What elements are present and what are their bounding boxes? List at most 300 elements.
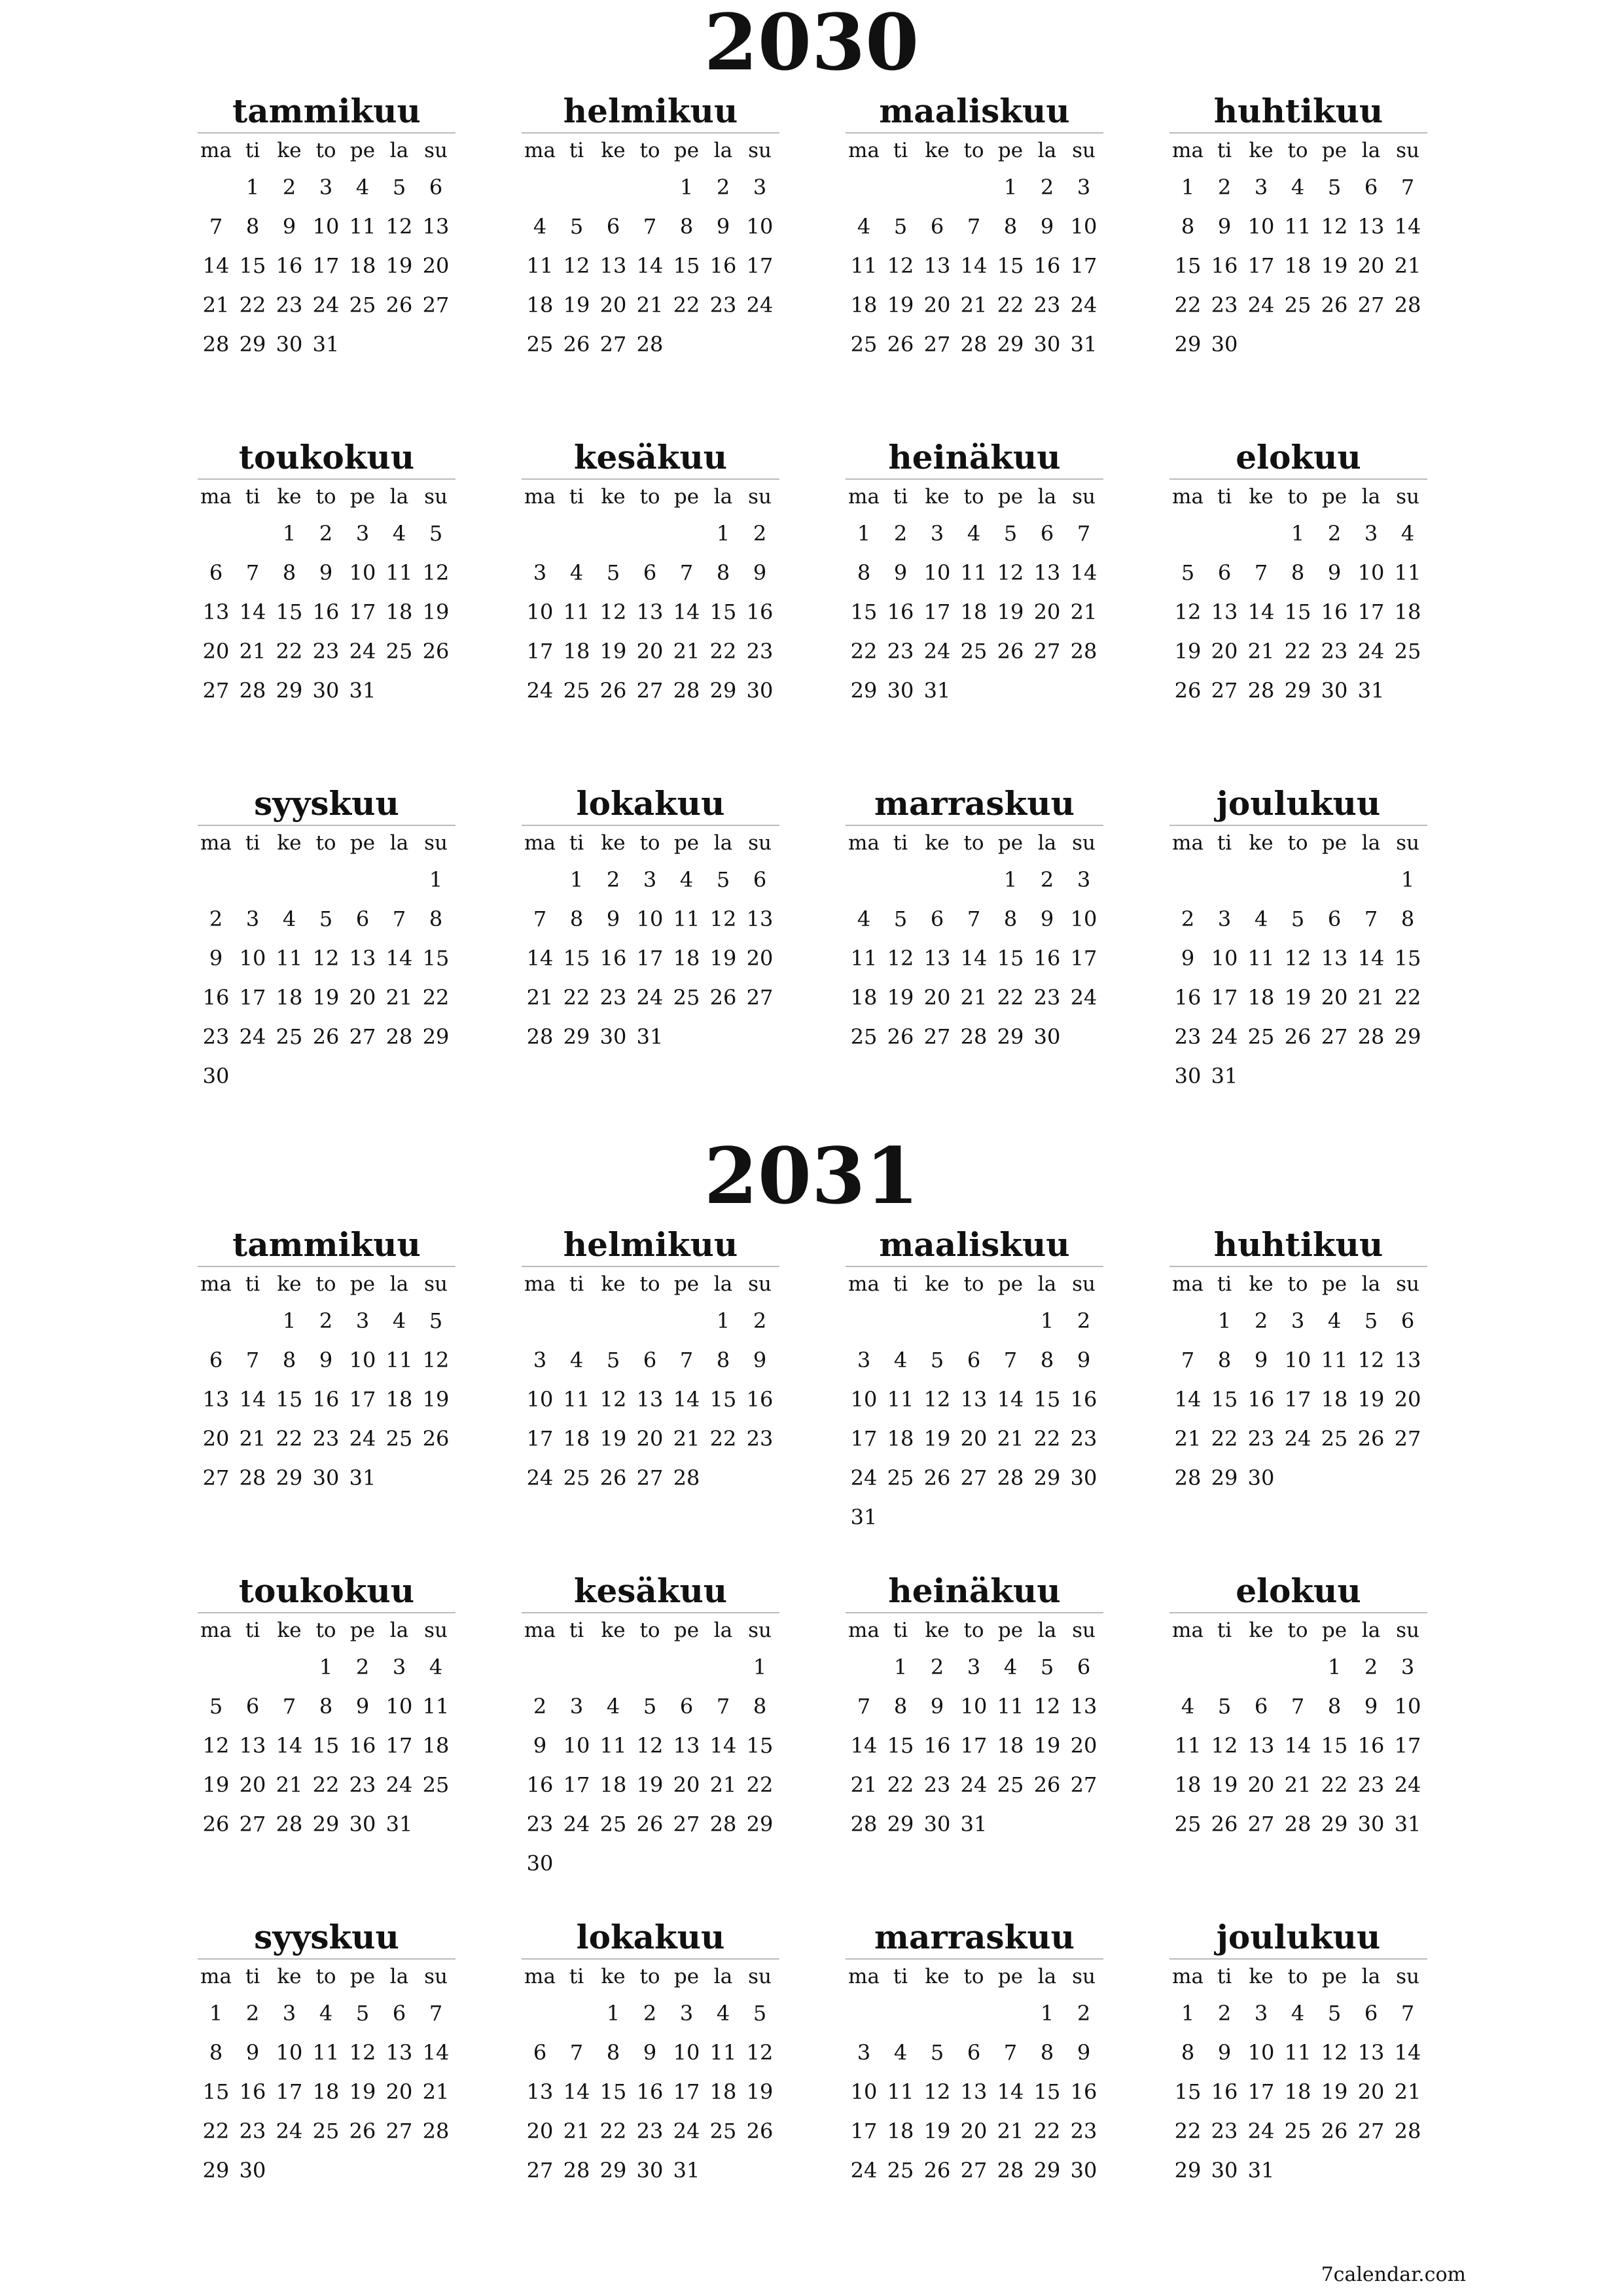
day-cell: 23: [349, 1772, 376, 1797]
day-cell: 5: [606, 560, 620, 585]
day-cell: 22: [673, 293, 700, 317]
weekday-header: [198, 1958, 455, 1994]
day-cell: 14: [1284, 1733, 1311, 1758]
day-cell: 24: [1070, 293, 1097, 317]
weekday-header: [1169, 825, 1427, 860]
day-cell: 29: [202, 2158, 230, 2183]
day-cell: 9: [1077, 2040, 1091, 2065]
day-cell: 9: [606, 906, 620, 931]
day-cell: 4: [716, 2001, 730, 2026]
day-cell: 8: [606, 2040, 620, 2065]
day-cell: 13: [526, 2079, 554, 2104]
day-cell: 22: [1211, 1426, 1238, 1451]
day-cell: 17: [1247, 253, 1275, 278]
day-cell: 6: [643, 1348, 657, 1372]
empty-day-cell: [1206, 1647, 1243, 1687]
day-cell: 13: [1321, 946, 1348, 971]
day-cell: 6: [1400, 1308, 1415, 1333]
day-cell: 16: [887, 600, 914, 624]
day-cell: 25: [312, 2119, 340, 2144]
day-cell: 8: [282, 1348, 296, 1372]
empty-day-cell: [846, 1301, 882, 1340]
day-cell: 21: [1357, 985, 1385, 1010]
month-calendar: [1169, 90, 1427, 364]
day-cell: 30: [312, 1465, 340, 1490]
weekday-label: pe: [1321, 1965, 1347, 1988]
day-cell: 12: [923, 2079, 951, 2104]
day-cell: 9: [1327, 560, 1342, 585]
day-cell: 25: [385, 639, 413, 664]
day-cell: 12: [1321, 2040, 1348, 2065]
day-cell: 27: [202, 1465, 230, 1490]
day-cell: 9: [1040, 214, 1054, 239]
day-cell: 15: [563, 946, 590, 971]
day-cell: 21: [960, 293, 988, 317]
day-cell: 23: [746, 639, 774, 664]
weekday-label: pe: [1321, 485, 1347, 509]
day-cell: 9: [893, 560, 908, 585]
day-cell: 3: [355, 1308, 370, 1333]
day-cell: 22: [997, 293, 1024, 317]
month-name: elokuu: [1236, 1571, 1361, 1610]
weekday-label: pe: [997, 1272, 1024, 1296]
weekday-label: su: [748, 831, 772, 855]
weekday-label: ti: [245, 485, 260, 509]
day-cell: 4: [355, 175, 370, 200]
day-cell: 5: [893, 906, 908, 931]
day-cell: 1: [1217, 1308, 1232, 1333]
day-cell: 12: [1033, 1694, 1061, 1719]
day-cell: 9: [1217, 2040, 1232, 2065]
day-cell: 13: [923, 253, 951, 278]
empty-day-cell: [1169, 1647, 1206, 1687]
day-cell: 11: [385, 1348, 413, 1372]
day-cell: 29: [276, 1465, 303, 1490]
day-cell: 7: [533, 906, 547, 931]
day-cell: 3: [857, 1348, 871, 1372]
empty-day-cell: [522, 514, 558, 553]
day-cell: 10: [1357, 560, 1385, 585]
day-cell: 29: [997, 1024, 1024, 1049]
month-calendar: [1169, 437, 1427, 710]
day-cell: 5: [392, 175, 406, 200]
weekday-label: ma: [1172, 1272, 1204, 1296]
day-cell: 14: [385, 946, 413, 971]
day-cell: 29: [312, 1812, 340, 1837]
day-cell: 11: [422, 1694, 450, 1719]
day-cell: 13: [923, 946, 951, 971]
day-cell: 14: [276, 1733, 303, 1758]
weekday-label: to: [1287, 1272, 1308, 1296]
month-name: syyskuu: [254, 1918, 399, 1956]
day-cell: 15: [1321, 1733, 1348, 1758]
day-cell: 21: [202, 293, 230, 317]
day-cell: 19: [1033, 1733, 1061, 1758]
day-cell: 20: [1247, 1772, 1275, 1797]
day-cell: 30: [312, 678, 340, 703]
day-cell: 29: [422, 1024, 450, 1049]
day-cell: 12: [887, 946, 914, 971]
day-cell: 3: [967, 1655, 981, 1679]
day-cell: 18: [385, 600, 413, 624]
day-cell: 4: [857, 906, 871, 931]
day-cell: 8: [716, 1348, 730, 1372]
day-cell: 2: [1327, 521, 1342, 546]
day-cell: 10: [1070, 214, 1097, 239]
day-cell: 15: [422, 946, 450, 971]
empty-day-cell: [595, 1647, 632, 1687]
day-cell: 3: [319, 175, 333, 200]
day-cell: 26: [422, 639, 450, 664]
empty-day-cell: [1353, 860, 1389, 899]
weekday-label: ti: [245, 1965, 260, 1988]
day-cell: 1: [1291, 521, 1305, 546]
day-cell: 15: [1174, 253, 1202, 278]
day-cell: 1: [716, 521, 730, 546]
day-cell: 24: [1357, 639, 1385, 664]
day-cell: 13: [202, 600, 230, 624]
day-cell: 6: [245, 1694, 260, 1719]
weekday-label: su: [748, 1619, 772, 1642]
day-cell: 28: [385, 1024, 413, 1049]
empty-day-cell: [522, 860, 558, 899]
weekday-label: ma: [848, 831, 880, 855]
day-cell: 21: [1394, 2079, 1421, 2104]
weekday-label: la: [713, 139, 733, 162]
day-cell: 25: [1174, 1812, 1202, 1837]
day-cell: 1: [753, 1655, 767, 1679]
day-cell: 30: [636, 2158, 664, 2183]
day-cell: 15: [997, 946, 1024, 971]
day-cell: 1: [857, 521, 871, 546]
day-cell: 26: [1321, 293, 1348, 317]
day-cell: 9: [753, 1348, 767, 1372]
day-cell: 28: [1284, 1812, 1311, 1837]
month-calendar: [846, 437, 1103, 710]
day-cell: 12: [422, 560, 450, 585]
empty-day-cell: [955, 1301, 992, 1340]
day-cell: 9: [1217, 214, 1232, 239]
day-cell: 12: [1174, 600, 1202, 624]
day-cell: 19: [636, 1772, 664, 1797]
empty-day-cell: [632, 1647, 668, 1687]
day-cell: 6: [967, 2040, 981, 2065]
day-cell: 23: [923, 1772, 951, 1797]
weekday-label: ke: [925, 1272, 950, 1296]
day-cell: 26: [997, 639, 1024, 664]
day-cell: 16: [1033, 253, 1061, 278]
day-cell: 20: [202, 639, 230, 664]
day-cell: 16: [202, 985, 230, 1010]
day-cell: 8: [1040, 2040, 1054, 2065]
day-cell: 13: [1357, 2040, 1385, 2065]
day-cell: 26: [1211, 1812, 1238, 1837]
day-cell: 7: [1254, 560, 1268, 585]
day-cell: 4: [533, 214, 547, 239]
year-title-2031: 2031: [704, 1130, 919, 1221]
day-cell: 5: [930, 1348, 944, 1372]
day-cell: 2: [319, 1308, 333, 1333]
month-calendar: [198, 90, 455, 364]
days-grid: [522, 1994, 779, 2190]
weekday-label: su: [424, 831, 448, 855]
weekday-header: [1169, 1266, 1427, 1301]
day-cell: 5: [429, 1308, 443, 1333]
day-cell: 8: [893, 1694, 908, 1719]
weekday-label: to: [1287, 485, 1308, 509]
day-cell: 16: [636, 2079, 664, 2104]
day-cell: 25: [599, 1812, 627, 1837]
day-cell: 2: [319, 521, 333, 546]
day-cell: 12: [746, 2040, 774, 2065]
day-cell: 16: [1321, 600, 1348, 624]
day-cell: 27: [923, 332, 951, 357]
day-cell: 10: [349, 560, 376, 585]
day-cell: 2: [1040, 175, 1054, 200]
day-cell: 9: [643, 2040, 657, 2065]
day-cell: 1: [1181, 2001, 1195, 2026]
day-cell: 29: [997, 332, 1024, 357]
day-cell: 28: [526, 1024, 554, 1049]
day-cell: 20: [1394, 1387, 1421, 1412]
day-cell: 18: [1284, 2079, 1311, 2104]
day-cell: 10: [1394, 1694, 1421, 1719]
weekday-label: pe: [997, 139, 1024, 162]
day-cell: 9: [245, 2040, 260, 2065]
day-cell: 11: [1394, 560, 1421, 585]
day-cell: 25: [422, 1772, 450, 1797]
day-cell: 28: [709, 1812, 737, 1837]
month-name: elokuu: [1236, 438, 1361, 476]
weekday-label: ti: [893, 831, 908, 855]
weekday-label: ke: [1249, 485, 1274, 509]
day-cell: 19: [1321, 253, 1348, 278]
day-cell: 6: [1364, 175, 1378, 200]
day-cell: 27: [746, 985, 774, 1010]
day-cell: 15: [887, 1733, 914, 1758]
day-cell: 27: [636, 678, 664, 703]
weekday-label: su: [1396, 831, 1419, 855]
month-name: marraskuu: [874, 784, 1075, 823]
day-cell: 23: [709, 293, 737, 317]
day-cell: 19: [1211, 1772, 1238, 1797]
day-cell: 20: [599, 293, 627, 317]
days-grid: [198, 1994, 455, 2190]
day-cell: 17: [636, 946, 664, 971]
day-cell: 27: [385, 2119, 413, 2144]
day-cell: 4: [606, 1694, 620, 1719]
day-cell: 14: [1174, 1387, 1202, 1412]
day-cell: 8: [716, 560, 730, 585]
day-cell: 9: [930, 1694, 944, 1719]
day-cell: 11: [1247, 946, 1275, 971]
day-cell: 20: [960, 1426, 988, 1451]
empty-day-cell: [955, 1994, 992, 2033]
weekday-label: to: [1287, 831, 1308, 855]
day-cell: 23: [312, 639, 340, 664]
day-cell: 27: [1357, 2119, 1385, 2144]
day-cell: 10: [276, 2040, 303, 2065]
month-name: toukokuu: [238, 438, 415, 476]
day-cell: 14: [239, 600, 266, 624]
empty-day-cell: [558, 514, 595, 553]
weekday-label: to: [1287, 139, 1308, 162]
days-grid: [846, 1301, 1103, 1537]
day-cell: 2: [930, 1655, 944, 1679]
day-cell: 28: [673, 678, 700, 703]
empty-day-cell: [1169, 514, 1206, 553]
days-grid: [1169, 1301, 1427, 1498]
day-cell: 5: [569, 214, 584, 239]
day-cell: 5: [1003, 521, 1018, 546]
days-grid: [522, 514, 779, 710]
day-cell: 18: [276, 985, 303, 1010]
day-cell: 20: [349, 985, 376, 1010]
day-cell: 17: [1070, 946, 1097, 971]
day-cell: 22: [422, 985, 450, 1010]
month-name: lokakuu: [576, 784, 725, 823]
day-cell: 20: [673, 1772, 700, 1797]
day-cell: 3: [245, 906, 260, 931]
weekday-label: ke: [601, 1272, 626, 1296]
weekday-label: pe: [673, 1619, 700, 1642]
day-cell: 18: [673, 946, 700, 971]
month-calendar: [522, 1570, 779, 1883]
day-cell: 22: [202, 2119, 230, 2144]
day-cell: 14: [239, 1387, 266, 1412]
weekday-label: pe: [1321, 139, 1347, 162]
empty-day-cell: [198, 1647, 234, 1687]
day-cell: 2: [533, 1694, 547, 1719]
day-cell: 14: [636, 253, 664, 278]
day-cell: 24: [526, 1465, 554, 1490]
day-cell: 29: [709, 678, 737, 703]
day-cell: 12: [599, 1387, 627, 1412]
day-cell: 12: [923, 1387, 951, 1412]
weekday-label: ke: [277, 831, 302, 855]
day-cell: 28: [1070, 639, 1097, 664]
day-cell: 10: [850, 1387, 878, 1412]
day-cell: 2: [1217, 175, 1232, 200]
weekday-label: ke: [925, 139, 950, 162]
day-cell: 27: [636, 1465, 664, 1490]
weekday-label: su: [1072, 485, 1096, 509]
day-cell: 6: [209, 1348, 223, 1372]
weekday-label: ma: [200, 485, 232, 509]
day-cell: 31: [349, 678, 376, 703]
day-cell: 7: [392, 906, 406, 931]
day-cell: 1: [429, 867, 443, 892]
weekday-label: su: [424, 1619, 448, 1642]
day-cell: 14: [1394, 2040, 1421, 2065]
weekday-label: pe: [349, 831, 376, 855]
days-grid: [1169, 860, 1427, 1096]
month-calendar: [522, 1916, 779, 2190]
day-cell: 20: [746, 946, 774, 971]
day-cell: 21: [563, 2119, 590, 2144]
day-cell: 31: [349, 1465, 376, 1490]
day-cell: 2: [1181, 906, 1195, 931]
day-cell: 13: [349, 946, 376, 971]
day-cell: 23: [1070, 2119, 1097, 2144]
day-cell: 8: [1181, 214, 1195, 239]
empty-day-cell: [992, 1994, 1029, 2033]
day-cell: 10: [1211, 946, 1238, 971]
day-cell: 4: [893, 1348, 908, 1372]
day-cell: 3: [1254, 2001, 1268, 2026]
weekday-label: to: [315, 139, 336, 162]
day-cell: 25: [850, 332, 878, 357]
day-cell: 25: [887, 1465, 914, 1490]
day-cell: 30: [1033, 332, 1061, 357]
day-cell: 4: [679, 867, 694, 892]
day-cell: 30: [276, 332, 303, 357]
day-cell: 24: [385, 1772, 413, 1797]
days-grid: [846, 1994, 1103, 2190]
day-cell: 14: [1247, 600, 1275, 624]
day-cell: 13: [1394, 1348, 1421, 1372]
empty-day-cell: [846, 1994, 882, 2033]
weekday-label: la: [389, 139, 409, 162]
day-cell: 17: [276, 2079, 303, 2104]
day-cell: 23: [526, 1812, 554, 1837]
days-grid: [846, 1647, 1103, 1844]
day-cell: 25: [997, 1772, 1024, 1797]
month-calendar: [522, 90, 779, 364]
day-cell: 26: [923, 1465, 951, 1490]
day-cell: 21: [1174, 1426, 1202, 1451]
day-cell: 26: [1284, 1024, 1311, 1049]
day-cell: 18: [422, 1733, 450, 1758]
weekday-label: pe: [997, 1619, 1024, 1642]
days-grid: [522, 168, 779, 364]
empty-day-cell: [234, 1647, 271, 1687]
day-cell: 24: [526, 678, 554, 703]
month-name: joulukuu: [1216, 1918, 1381, 1956]
day-cell: 11: [563, 600, 590, 624]
empty-day-cell: [558, 1994, 595, 2033]
day-cell: 7: [282, 1694, 296, 1719]
day-cell: 15: [709, 600, 737, 624]
day-cell: 10: [1247, 214, 1275, 239]
month-name: heinäkuu: [888, 438, 1061, 476]
day-cell: 10: [923, 560, 951, 585]
day-cell: 12: [1321, 214, 1348, 239]
weekday-label: ti: [569, 831, 584, 855]
day-cell: 7: [967, 214, 981, 239]
day-cell: 30: [1211, 332, 1238, 357]
day-cell: 25: [563, 1465, 590, 1490]
day-cell: 23: [202, 1024, 230, 1049]
day-cell: 10: [960, 1694, 988, 1719]
empty-day-cell: [595, 514, 632, 553]
empty-day-cell: [522, 168, 558, 207]
day-cell: 25: [563, 678, 590, 703]
day-cell: 19: [202, 1772, 230, 1797]
day-cell: 5: [429, 521, 443, 546]
day-cell: 28: [239, 678, 266, 703]
day-cell: 12: [422, 1348, 450, 1372]
empty-day-cell: [668, 514, 705, 553]
day-cell: 4: [1003, 1655, 1018, 1679]
weekday-label: to: [639, 831, 660, 855]
day-cell: 11: [709, 2040, 737, 2065]
day-cell: 21: [960, 985, 988, 1010]
day-cell: 1: [245, 175, 260, 200]
day-cell: 22: [276, 639, 303, 664]
day-cell: 22: [239, 293, 266, 317]
weekday-label: su: [1072, 1965, 1096, 1988]
